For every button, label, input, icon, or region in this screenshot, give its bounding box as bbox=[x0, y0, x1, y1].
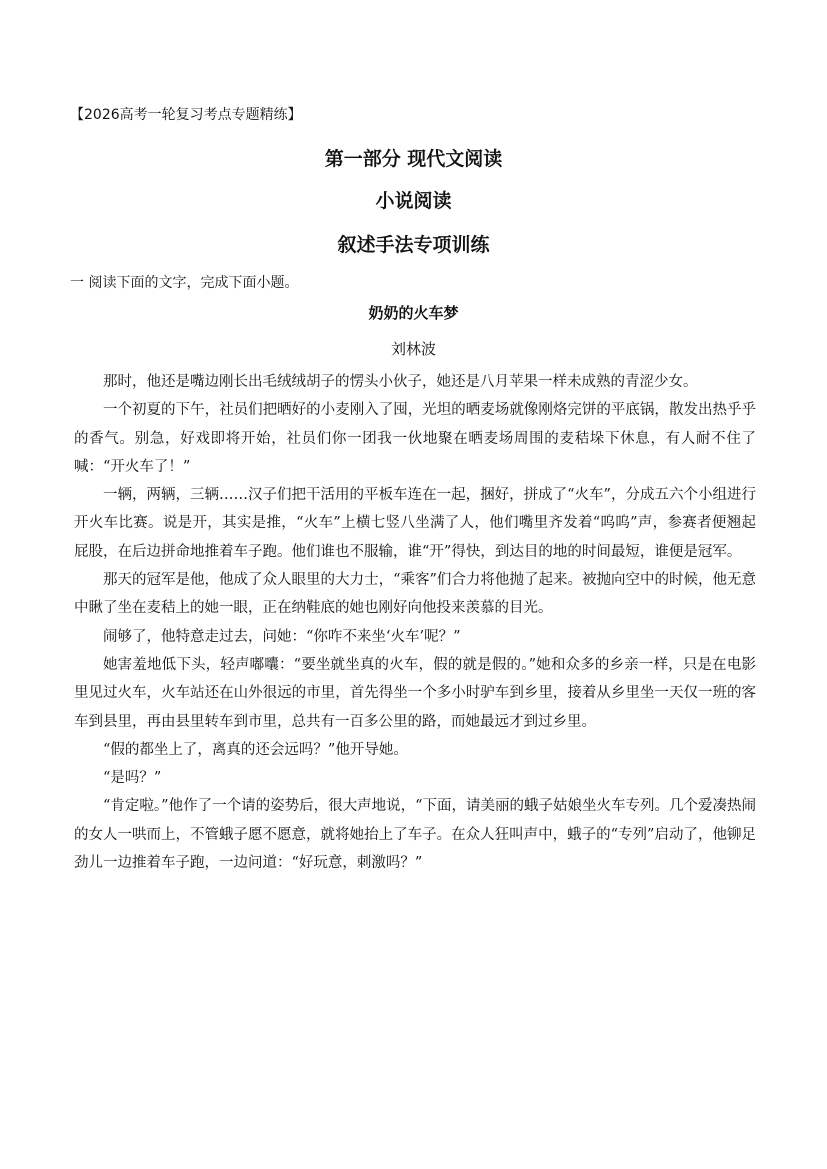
story-author: 刘林波 bbox=[390, 340, 436, 358]
exam-series-tag: 【2026高考一轮复习考点专题精练】 bbox=[70, 107, 302, 123]
paragraph: 那时，他还是嘴边刚长出毛绒绒胡子的愣头小伙子，她还是八月苹果一样未成熟的青涩少女。 bbox=[103, 374, 698, 390]
paragraph: 闹够了，他特意走过去，问她：“你咋不来坐‘火车’呢？” bbox=[103, 628, 461, 645]
topic-title: 叙述手法专项训练 bbox=[337, 234, 490, 256]
question-instruction: 一 阅读下面的文字，完成下面小题。 bbox=[70, 275, 299, 291]
paragraph: “假的都坐上了，离真的还会远吗？”他开导她。 bbox=[103, 741, 408, 758]
part-title: 第一部分 现代文阅读 bbox=[324, 148, 503, 170]
paragraph: 她害羞地低下头，轻声嘟囔：“要坐就坐真的火车，假的就是假的。”她和众多的乡亲一样，只是在电影里见过火车，火车站还在山外很远的市里，首先得坐一个多小时驴车到乡里，接着从乡里坐一天仅一班的客车到县里，再由县里转车到市里，总共有一百多公里的路，而她最远才到过乡里。 bbox=[74, 656, 756, 730]
story-body bbox=[74, 368, 756, 877]
paragraph: “肯定啦。”他作了一个请的姿势后，很大声地说，“下面，请美丽的蛾子姑娘坐火车专列。几个爱凑热闹的女人一哄而上，不管蛾子愿不愿意，就将她抬上了车子。在众人狂叫声中，蛾子的“专列”启动了，他铆足劲儿一边推着车子跑，一边问道：“好玩意，刺激吗？” bbox=[74, 798, 756, 872]
paragraph: 一辆，两辆，三辆……汉子们把干活用的平板车连在一起，捆好，拼成了“火车”，分成五六个小组进行开火车比赛。说是开，其实是推，“火车”上横七竖八坐满了人，他们嘴里齐发着“呜呜”声，参赛者便翘起屁股，在后边拼命地推着车子跑。他们谁也不服输，谁“开”得快，到达目的地的时间最短，谁便是冠军。 bbox=[74, 487, 756, 560]
paragraph: 那天的冠军是他，他成了众人眼里的大力士，“乘客”们合力将他抛了起来。被抛向空中的时候，他无意中瞅了坐在麦秸上的她一眼，正在纳鞋底的她也刚好向他投来羡慕的目光。 bbox=[74, 572, 756, 617]
paragraph: 一个初夏的下午，社员们把晒好的小麦刚入了囤，光坦的晒麦场就像刚烙完饼的平底锅，散发出热乎乎的香气。别急，好戏即将开始，社员们你一团我一伙地聚在晒麦场周围的麦秸垛下休息，有人耐不住了喊：“开火车了！” bbox=[74, 402, 756, 475]
section-title: 小说阅读 bbox=[375, 190, 452, 212]
paragraph: “是吗？” bbox=[103, 770, 162, 787]
story-title: 奶奶的火车梦 bbox=[368, 304, 459, 322]
